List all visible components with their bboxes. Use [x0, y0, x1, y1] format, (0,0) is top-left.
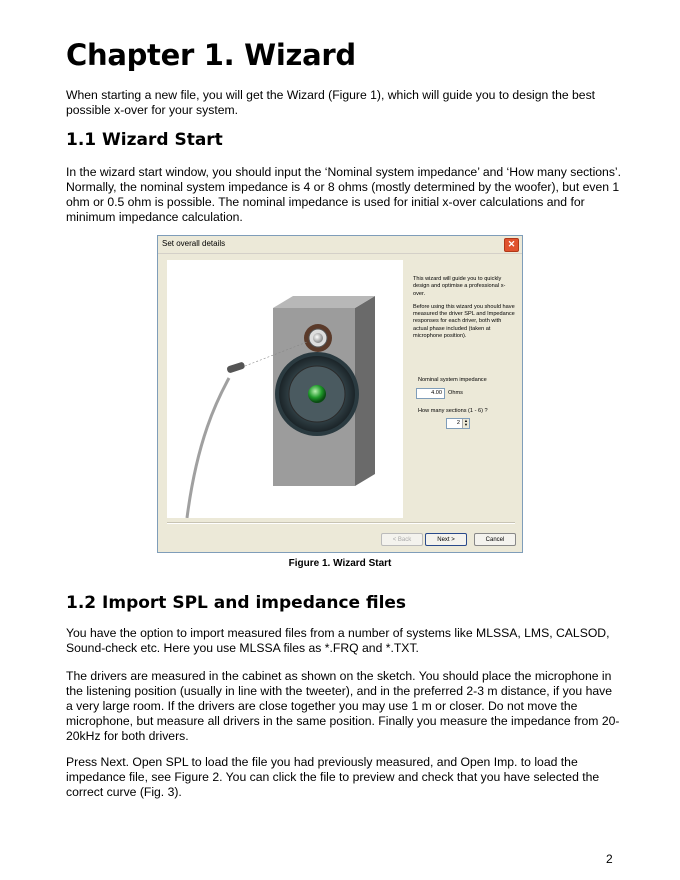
dialog-intro-text: This wizard will guide you to quickly design and optimise a professional x-over.	[413, 276, 506, 297]
section-heading-wizard-start: 1.1 Wizard Start	[66, 130, 223, 150]
cancel-button[interactable]: Cancel	[474, 533, 516, 546]
speaker-illustration	[167, 260, 403, 518]
impedance-unit: Ohms	[448, 390, 463, 396]
sections-label: How many sections (1 - 6) ?	[418, 408, 488, 414]
dialog-titlebar	[158, 236, 522, 254]
chapter-title: Chapter 1. Wizard	[66, 38, 356, 72]
wizard-start-paragraph: In the wizard start window, you should input the ‘Nominal system impedance’ and ‘How many sections’. Normally, the nominal system impedance is 4 or 8 ohms (mostly determined by the woofer), but even 1 ohm or 0.5 ohm is possible. The nominal impedance is used for initial x-over calculations and for minimum impedance calculation.	[66, 165, 622, 224]
speaker-sketch	[167, 260, 403, 518]
impedance-label: Nominal system impedance	[418, 377, 487, 383]
section-heading-import: 1.2 Import SPL and impedance files	[66, 593, 407, 613]
next-button[interactable]: Next >	[425, 533, 467, 546]
wizard-dialog	[157, 235, 523, 553]
close-icon[interactable]: ✕	[504, 238, 519, 252]
import-paragraph-3: Press Next. Open SPL to load the file you had previously measured, and Open Imp. to load the impedance file, see Figure 2. You can click the file to preview and check that you have selected the correct curve (Fig. 3).	[66, 755, 600, 799]
dialog-description	[413, 276, 517, 346]
impedance-input[interactable]: 4.00	[416, 388, 445, 399]
import-paragraph-1: You have the option to import measured files from a number of systems like MLSSA, LMS, CALSOD, Sound-check etc. Here you use MLSSA files as *.FRQ and *.TXT.	[66, 626, 610, 655]
sections-input[interactable]: 2	[446, 418, 470, 429]
dialog-requirements-text: Before using this wizard you should have measured the driver SPL and Impedance responses for each driver, both with actual phase included (taken at microphone position).	[413, 303, 515, 340]
sections-spinner-icon[interactable]: ▲ ▼	[462, 419, 469, 428]
import-paragraph-2: The drivers are measured in the cabinet as shown on the sketch. You should place the microphone in the listening position (usually in line with the tweeter), and in the preferred 2-3 m distance, if you have a very large room. If the drivers are close together you may use 1 m or closer. Do not move the microphone, but measure all drivers in the same position. Finally you measure the impedance from 20-20kHz for both drivers.	[66, 669, 620, 743]
back-button[interactable]: < Back	[381, 533, 423, 546]
dialog-divider	[167, 522, 515, 524]
figure-caption: Figure 1. Wizard Start	[288, 558, 392, 569]
page-number: 2	[606, 852, 613, 866]
intro-paragraph: When starting a new file, you will get the Wizard (Figure 1), which will guide you to design the best possible x-over for your system.	[66, 88, 596, 117]
dialog-title: Set overall details	[162, 239, 226, 248]
